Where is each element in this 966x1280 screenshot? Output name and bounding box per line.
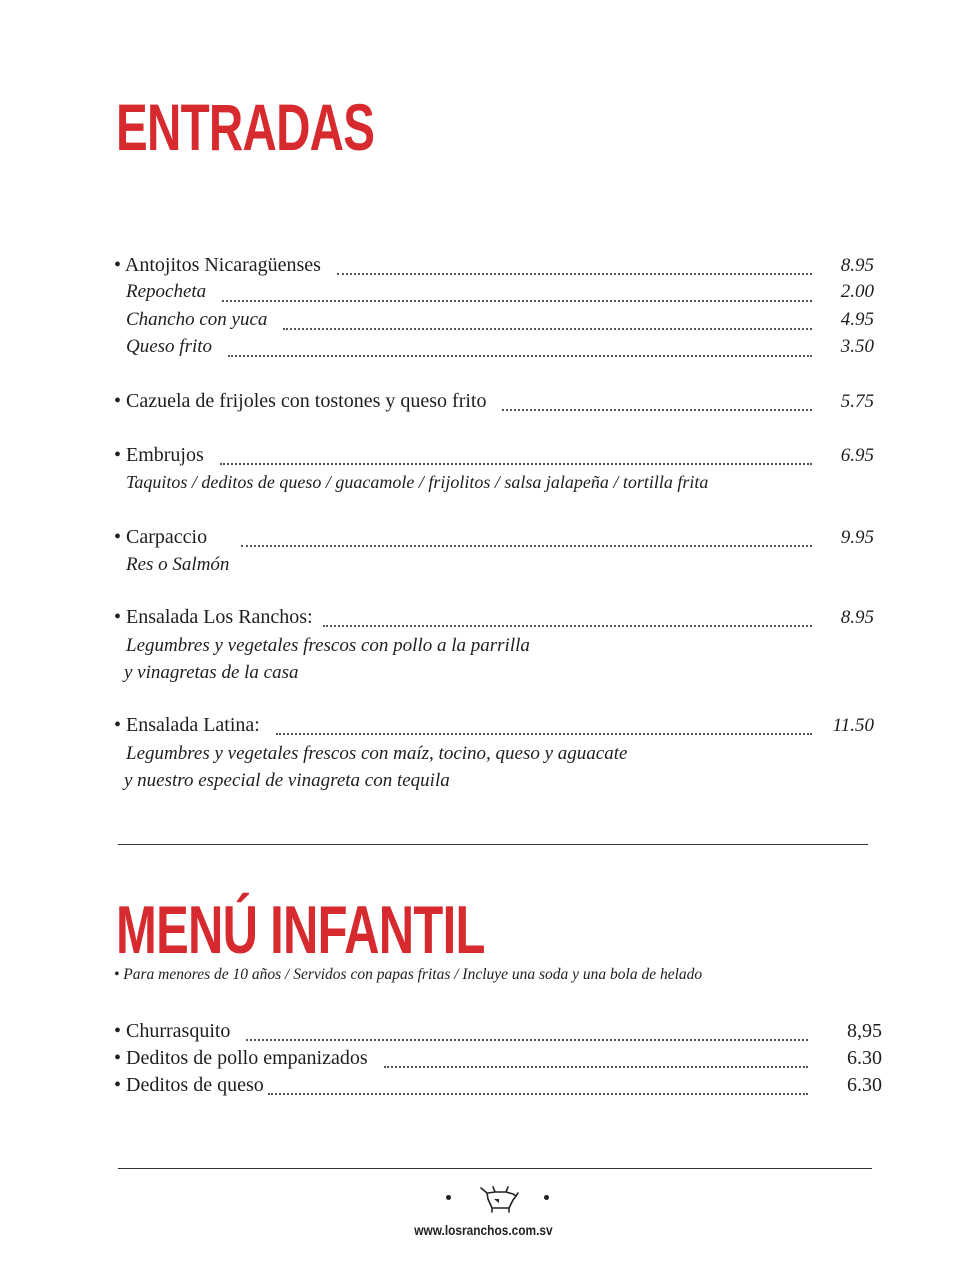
dot-leader <box>220 462 812 465</box>
dot-leader <box>276 732 812 735</box>
entradas-title: ENTRADAS <box>116 90 375 164</box>
menu-item-repocheta <box>114 281 874 309</box>
menu-item-antojitos <box>114 254 874 282</box>
item-price: 9.95 <box>840 527 874 548</box>
menu-item-deditos-pollo <box>114 1047 882 1075</box>
item-name: • Churrasquito <box>114 1020 231 1042</box>
item-description: Legumbres y vegetales frescos con pollo a la parrilla <box>126 635 530 656</box>
item-name: Chancho con yuca <box>126 309 268 330</box>
dot-leader <box>228 354 812 357</box>
dot-leader <box>246 1038 808 1041</box>
item-description: y nuestro especial de vinagreta con tequila <box>124 770 450 791</box>
item-name: • Deditos de pollo empanizados <box>114 1047 368 1069</box>
menu-item-ensalada-latina <box>114 714 874 742</box>
dot-leader <box>337 272 812 275</box>
item-description: Legumbres y vegetales frescos con maíz, tocino, queso y aguacate <box>126 743 628 764</box>
item-name: • Cazuela de frijoles con tostones y queso frito <box>114 390 487 412</box>
item-price: 6.30 <box>847 1047 882 1069</box>
divider <box>118 844 868 845</box>
item-name: Queso frito <box>126 336 213 357</box>
dot-leader <box>241 544 812 547</box>
menu-item-churrasquito <box>114 1020 882 1048</box>
item-price: 8.95 <box>840 255 874 276</box>
footer-dot <box>446 1195 451 1200</box>
item-price: 6.95 <box>840 445 874 466</box>
divider <box>118 1168 872 1169</box>
item-price: 6.30 <box>847 1074 882 1096</box>
dot-leader <box>502 408 812 411</box>
menu-item-embrujos <box>114 444 874 472</box>
item-name: • Antojitos Nicaragüenses <box>114 254 321 276</box>
menu-item-carpaccio <box>114 526 874 554</box>
item-name: • Carpaccio <box>114 526 208 548</box>
item-price: 8.95 <box>840 607 874 628</box>
menu-item-ensalada-ranchos <box>114 606 874 634</box>
dot-leader <box>384 1065 808 1068</box>
item-price: 11.50 <box>832 715 874 736</box>
item-name: Repocheta <box>126 281 207 302</box>
item-name: • Ensalada Los Ranchos: <box>114 606 313 628</box>
item-name: • Ensalada Latina: <box>114 714 260 736</box>
item-description: y vinagretas de la casa <box>124 662 299 683</box>
dot-leader <box>323 624 812 627</box>
footer-dot <box>544 1195 549 1200</box>
item-price: 5.75 <box>840 391 874 412</box>
website-url[interactable]: www.losranchos.com.sv <box>413 1222 553 1238</box>
item-name: • Embrujos <box>114 444 204 466</box>
item-description: Res o Salmón <box>126 554 230 575</box>
item-price: 8,95 <box>847 1020 882 1042</box>
item-price: 2.00 <box>840 281 874 302</box>
menu-item-cazuela <box>114 390 874 418</box>
dot-leader <box>283 327 812 330</box>
dot-leader <box>222 299 812 302</box>
dot-leader <box>268 1092 808 1095</box>
menu-infantil-title: MENÚ INFANTIL <box>116 892 485 968</box>
item-description: Taquitos / deditos de queso / guacamole / frijolitos / salsa jalapeña / tortilla frita <box>126 472 709 492</box>
kids-menu-note: • Para menores de 10 años / Servidos con papas fritas / Incluye una soda y una bola de helado <box>114 966 703 983</box>
item-price: 4.95 <box>840 309 874 330</box>
item-price: 3.50 <box>840 336 874 357</box>
menu-item-queso-frito <box>114 336 874 364</box>
item-name: • Deditos de queso <box>114 1074 264 1096</box>
cow-icon <box>478 1184 520 1214</box>
menu-item-deditos-queso <box>114 1074 882 1102</box>
menu-item-chancho <box>114 309 874 337</box>
